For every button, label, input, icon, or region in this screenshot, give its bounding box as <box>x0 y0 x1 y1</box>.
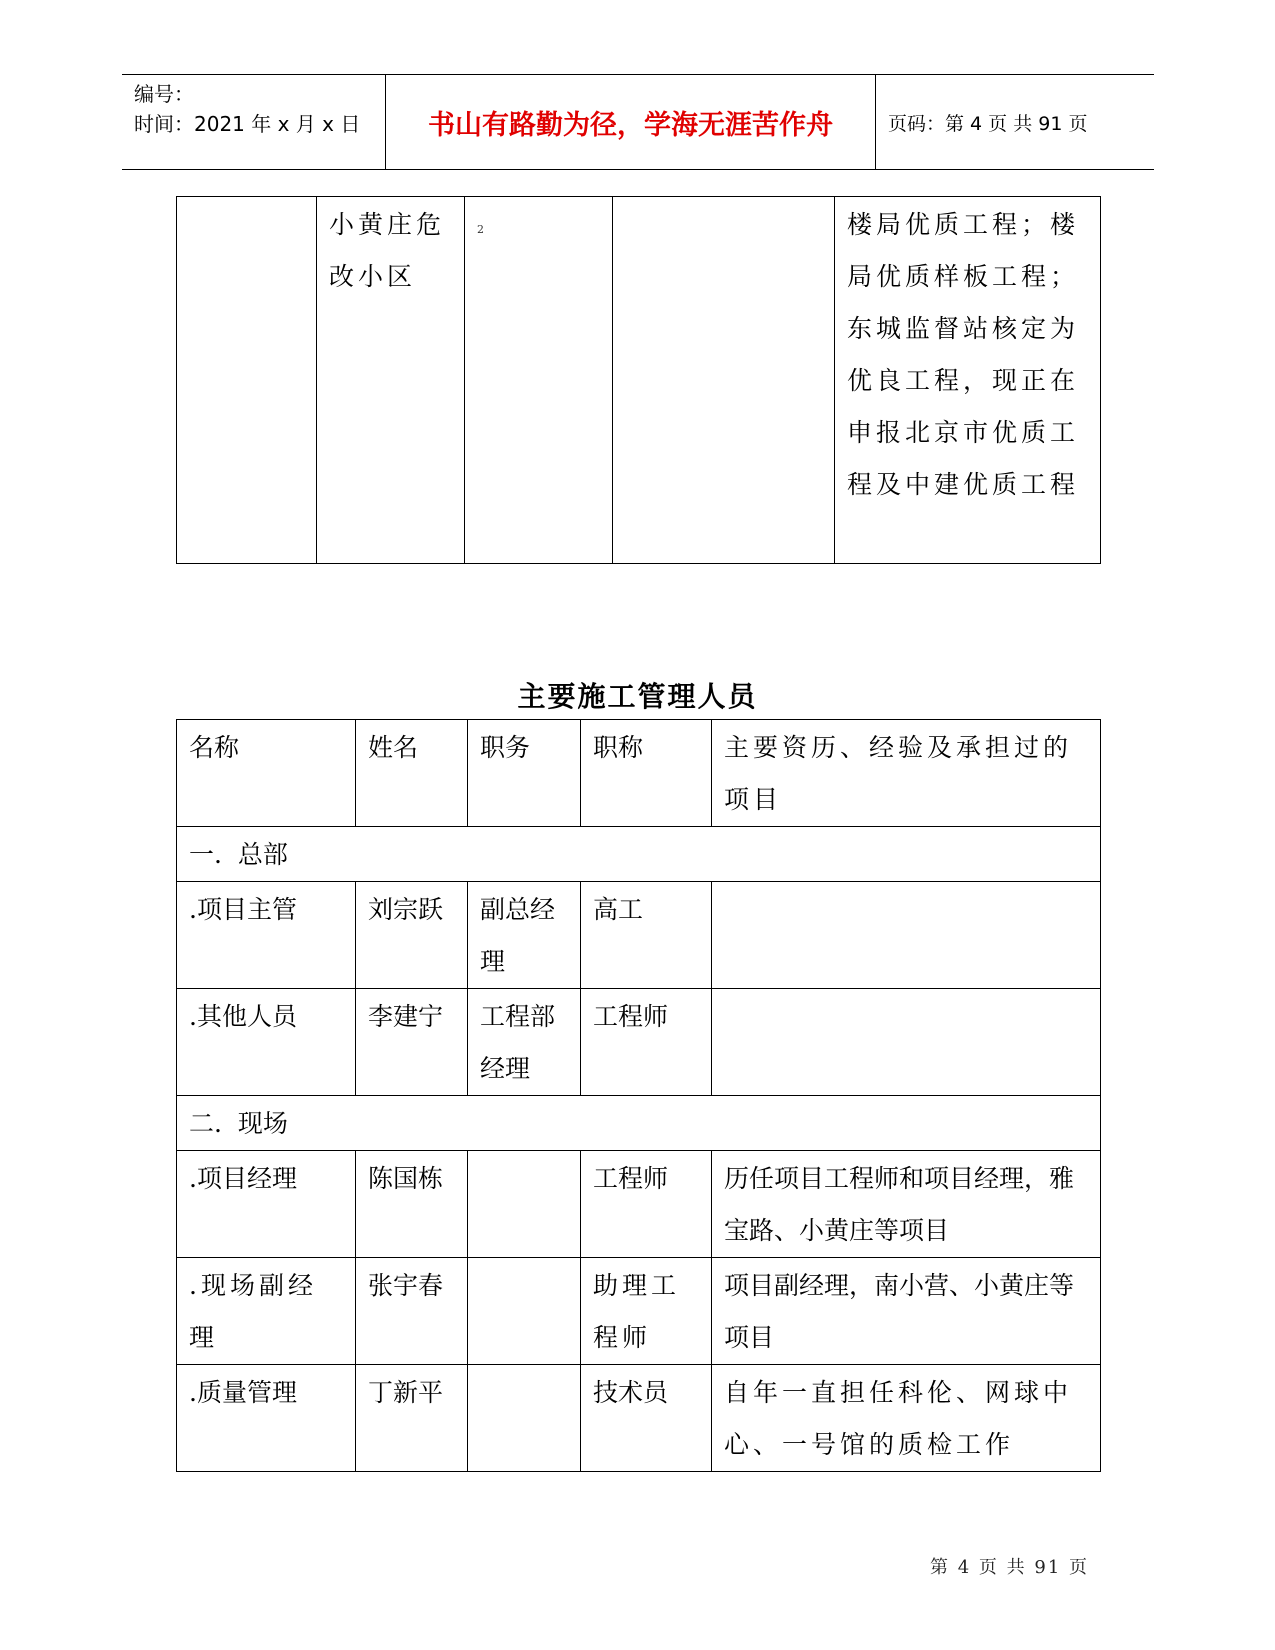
project-cell-1 <box>177 197 317 564</box>
project-awards-cell: 楼局优质工程；楼局优质样板工程；东城监督站核定为优良工程，现正在申报北京市优质工程及中建优质工程 <box>835 197 1101 564</box>
cell-experience: 自年一直担任科伦、网球中心、一号馆的质检工作 <box>712 1365 1101 1472</box>
project-footnote-cell <box>465 197 613 564</box>
table-header-row <box>177 720 1101 827</box>
table-row <box>177 1151 1101 1258</box>
table-row <box>177 989 1101 1096</box>
project-table <box>176 196 1101 564</box>
cell-title: 工程师 <box>581 989 712 1096</box>
header-motto: 书山有路勤为径，学海无涯苦作舟 <box>386 75 876 169</box>
header-meta <box>122 75 386 169</box>
cell-name: .项目主管 <box>177 882 356 989</box>
cell-name: .现场副经理 <box>177 1258 356 1365</box>
cell-experience <box>712 882 1101 989</box>
cell-duty <box>468 1365 581 1472</box>
cell-duty: 工程部经理 <box>468 989 581 1096</box>
header-page-info: 页码：第 4 页 共 91 页 <box>888 112 1088 135</box>
staff-table <box>176 719 1101 1472</box>
table-row <box>177 1258 1101 1365</box>
cell-title: 高工 <box>581 882 712 989</box>
project-cell-4 <box>613 197 835 564</box>
cell-title: 工程师 <box>581 1151 712 1258</box>
group-label: 二. 现场 <box>177 1096 1101 1151</box>
cell-title: 技术员 <box>581 1365 712 1472</box>
cell-name: .项目经理 <box>177 1151 356 1258</box>
page-header <box>122 74 1154 170</box>
header-name: 名称 <box>177 720 356 827</box>
group-row-headquarters <box>177 827 1101 882</box>
cell-title: 助理工程师 <box>581 1258 712 1365</box>
cell-person: 张宇春 <box>356 1258 468 1365</box>
header-experience: 主要资历、经验及承担过的项目 <box>712 720 1101 827</box>
table-row <box>177 1365 1101 1472</box>
header-duty: 职务 <box>468 720 581 827</box>
project-name-cell: 小黄庄危改小区 <box>317 197 465 564</box>
table-row <box>177 882 1101 989</box>
footnote-mark: 2 <box>477 223 484 236</box>
cell-name: .质量管理 <box>177 1365 356 1472</box>
cell-duty <box>468 1258 581 1365</box>
cell-person: 刘宗跃 <box>356 882 468 989</box>
group-label: 一. 总部 <box>177 827 1101 882</box>
cell-name: .其他人员 <box>177 989 356 1096</box>
document-time-label: 时间：2021 年 x 月 x 日 <box>134 112 361 136</box>
table-row <box>177 197 1101 564</box>
page-footer: 第 4 页 共 91 页 <box>930 1557 1089 1578</box>
cell-duty <box>468 1151 581 1258</box>
group-row-site <box>177 1096 1101 1151</box>
header-person: 姓名 <box>356 720 468 827</box>
cell-experience: 项目副经理，南小营、小黄庄等项目 <box>712 1258 1101 1365</box>
section-title: 主要施工管理人员 <box>517 680 758 713</box>
cell-person: 陈国栋 <box>356 1151 468 1258</box>
cell-person: 丁新平 <box>356 1365 468 1472</box>
cell-duty: 副总经理 <box>468 882 581 989</box>
cell-person: 李建宁 <box>356 989 468 1096</box>
cell-experience: 历任项目工程师和项目经理，雅宝路、小黄庄等项目 <box>712 1151 1101 1258</box>
header-title: 职称 <box>581 720 712 827</box>
document-number-label: 编号： <box>134 82 194 106</box>
cell-experience <box>712 989 1101 1096</box>
